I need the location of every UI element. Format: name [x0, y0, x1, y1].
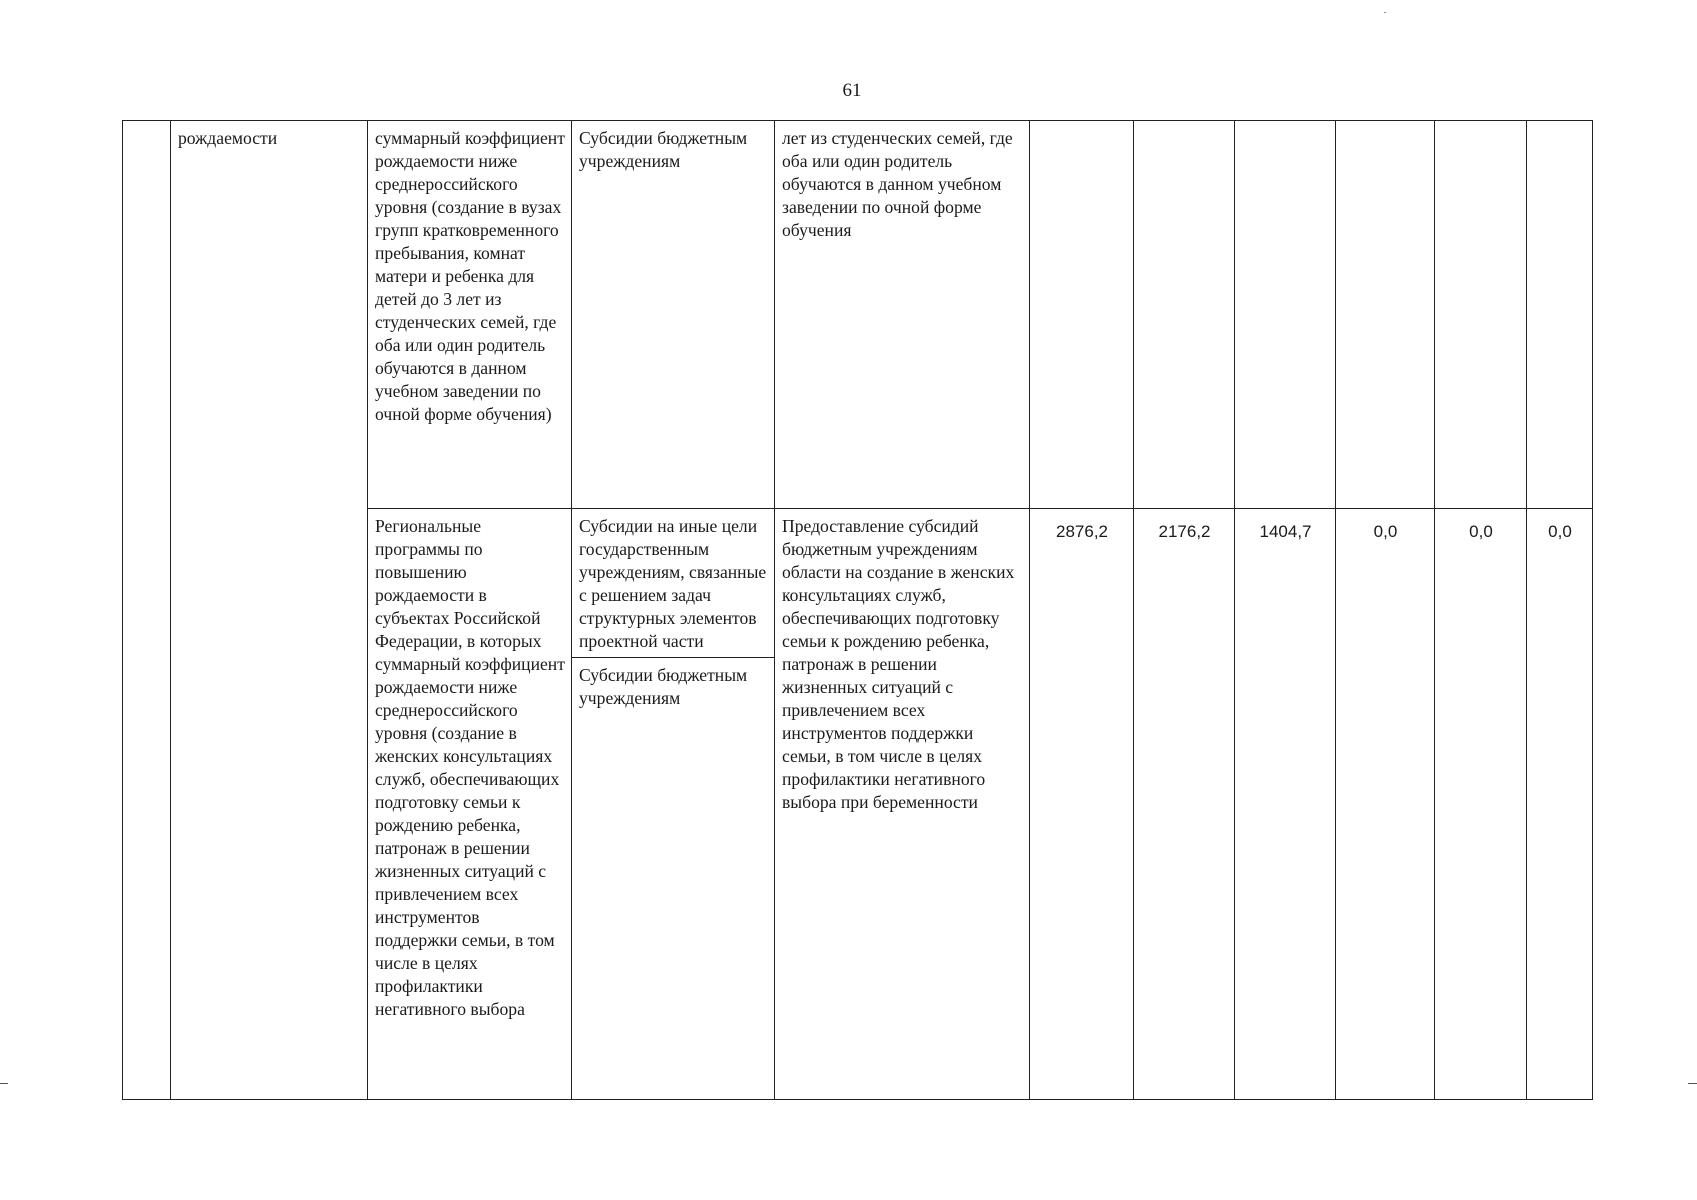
- program-cell: Региональные программы по повышению рождаемости в субъектах Российской Федерации, в которых суммарный коэффициент рождаемости ниже среднероссийского уровня (создание в женских консультациях служб, обеспечивающих подготовку семьи к рождению ребенка, патронаж в решении жизненных ситуаций с привлечением всех инструментов поддержки семьи, в том числе в целях профилактики негативного выбора: [368, 509, 572, 1100]
- value-cell: 0,0: [1435, 509, 1527, 1100]
- value-cell: [1435, 121, 1527, 509]
- table-row: [123, 121, 1593, 509]
- budget-table: [122, 120, 1593, 1100]
- value-cell: 1404,7: [1235, 509, 1336, 1100]
- value-cell: [1235, 121, 1336, 509]
- value-cell: 0,0: [1527, 509, 1593, 1100]
- funding-stack: [572, 509, 774, 1089]
- left-margin-mark: [0, 1083, 8, 1084]
- budget-table-wrapper: [122, 120, 1592, 1100]
- value-cell: 0,0: [1336, 509, 1435, 1100]
- description-cell: лет из студенческих семей, где оба или один родитель обучаются в данном учебном заведении по очной форме обучения: [775, 121, 1030, 509]
- value-cell: [1336, 121, 1435, 509]
- value-cell: 2876,2: [1030, 509, 1134, 1100]
- value-cell: [1527, 121, 1593, 509]
- program-cell: суммарный коэффициент рождаемости ниже среднероссийского уровня (создание в вузах групп кратковременного пребывания, комнат матери и ребенка для детей до 3 лет из студенческих семей, где оба или один родитель обучаются в данном учебном заведении по очной форме обучения): [368, 121, 572, 509]
- page-number: 61: [842, 80, 862, 101]
- value-cell: 2176,2: [1134, 509, 1235, 1100]
- funding-item: Субсидии на иные цели государственным учреждениям, связанные с решением задач структурных элементов проектной части: [579, 516, 767, 651]
- funding-item: Субсидии бюджетным учреждениям: [572, 657, 774, 1089]
- description-cell: Предоставление субсидий бюджетным учреждениям области на создание в женских консультациях служб, обеспечивающих подготовку семьи к рождению ребенка, патронаж в решении жизненных ситуаций с привлечением всех инструментов поддержки семьи, в том числе в целях профилактики негативного выбора при беременности: [775, 509, 1030, 1100]
- value-cell: [1134, 121, 1235, 509]
- funding-cell: [572, 509, 775, 1100]
- right-margin-mark: [1688, 1083, 1697, 1084]
- section-cell: рождаемости: [171, 121, 368, 1100]
- scan-speck: [1384, 12, 1386, 13]
- funding-cell: Субсидии бюджетным учреждениям: [572, 121, 775, 509]
- row-number-cell: [123, 121, 171, 1100]
- value-cell: [1030, 121, 1134, 509]
